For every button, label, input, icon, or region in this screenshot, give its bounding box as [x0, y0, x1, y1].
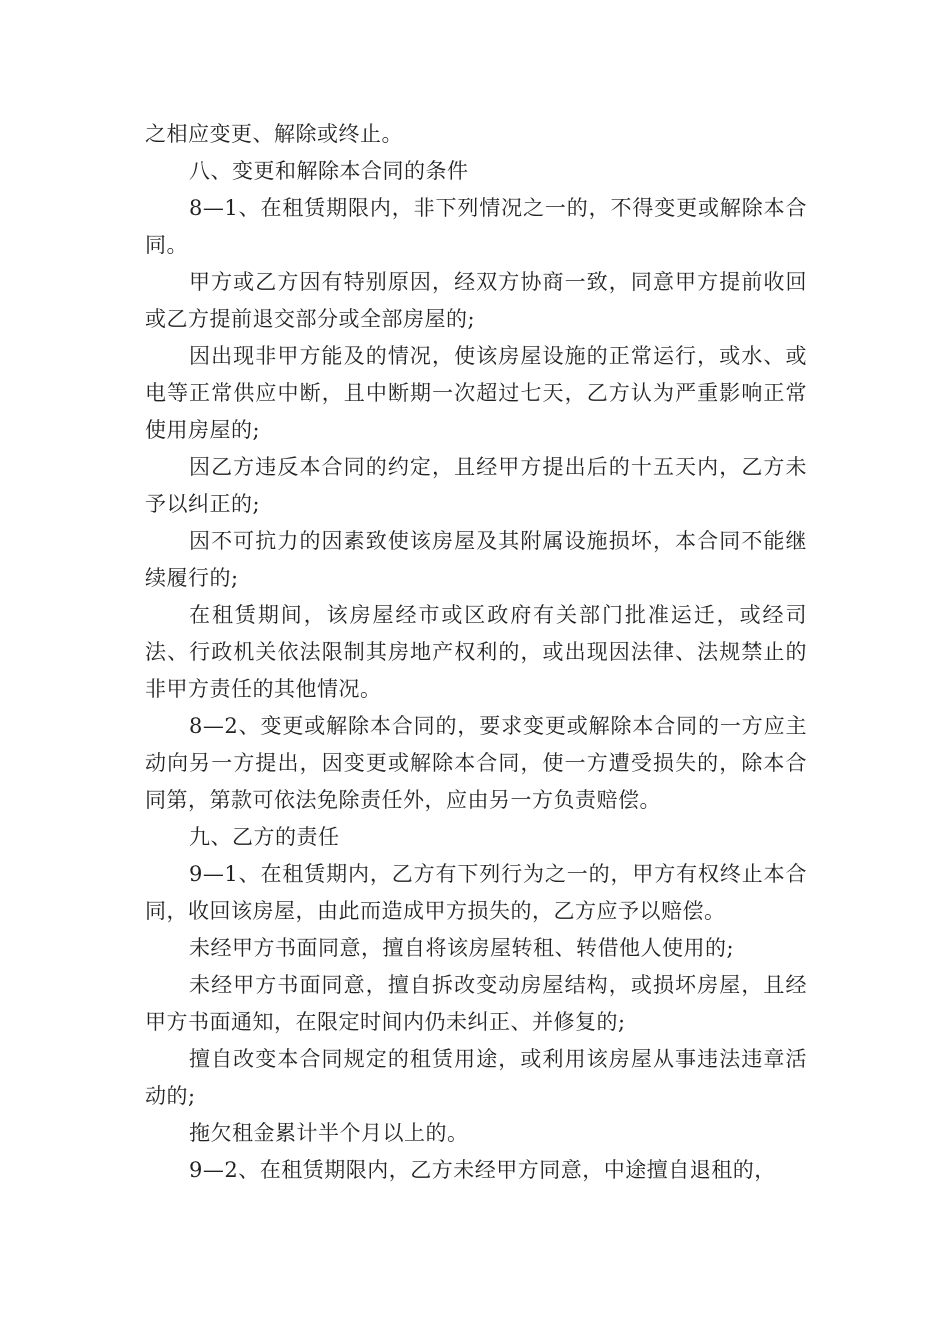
list-item: 未经甲方书面同意，擅自拆改变动房屋结构，或损坏房屋，且经甲方书面通知，在限定时间内仍未纠正、并修复的;	[145, 973, 807, 1034]
list-item: 未经甲方书面同意，擅自将该房屋转租、转借他人使用的;	[189, 936, 735, 960]
document-body	[145, 116, 807, 1189]
list-item: 在租赁期间，该房屋经市或区政府有关部门批准运迁，或经司法、行政机关依法限制其房地产权利的，或出现因法律、法规禁止的非甲方责任的其他情况。	[145, 603, 807, 701]
section-heading-8: 八、变更和解除本合同的条件	[189, 159, 469, 183]
clause-9-2: 9—2、在租赁期限内，乙方未经甲方同意，中途擅自退租的，	[189, 1158, 776, 1182]
list-item: 因乙方违反本合同的约定，且经甲方提出后的十五天内，乙方未予以纠正的;	[145, 455, 807, 516]
paragraph-continuation: 之相应变更、解除或终止。	[145, 122, 403, 146]
list-item: 擅自改变本合同规定的租赁用途，或利用该房屋从事违法违章活动的;	[145, 1047, 807, 1108]
list-item: 拖欠租金累计半个月以上的。	[189, 1121, 469, 1145]
clause-9-1: 9—1、在租赁期内，乙方有下列行为之一的，甲方有权终止本合同，收回该房屋，由此而造成甲方损失的，乙方应予以赔偿。	[145, 862, 807, 923]
clause-8-1: 8—1、在租赁期限内，非下列情况之一的，不得变更或解除本合同。	[145, 196, 807, 257]
list-item: 甲方或乙方因有特别原因，经双方协商一致，同意甲方提前收回或乙方提前退交部分或全部房屋的;	[145, 270, 807, 331]
list-item: 因出现非甲方能及的情况，使该房屋设施的正常运行，或水、或电等正常供应中断，且中断期一次超过七天，乙方认为严重影响正常使用房屋的;	[145, 344, 807, 442]
clause-8-2: 8—2、变更或解除本合同的，要求变更或解除本合同的一方应主动向另一方提出，因变更或解除本合同，使一方遭受损失的，除本合同第，第款可依法免除责任外，应由另一方负责赔偿。	[145, 714, 807, 812]
list-item: 因不可抗力的因素致使该房屋及其附属设施损坏，本合同不能继续履行的;	[145, 529, 807, 590]
section-heading-9: 九、乙方的责任	[189, 825, 340, 849]
